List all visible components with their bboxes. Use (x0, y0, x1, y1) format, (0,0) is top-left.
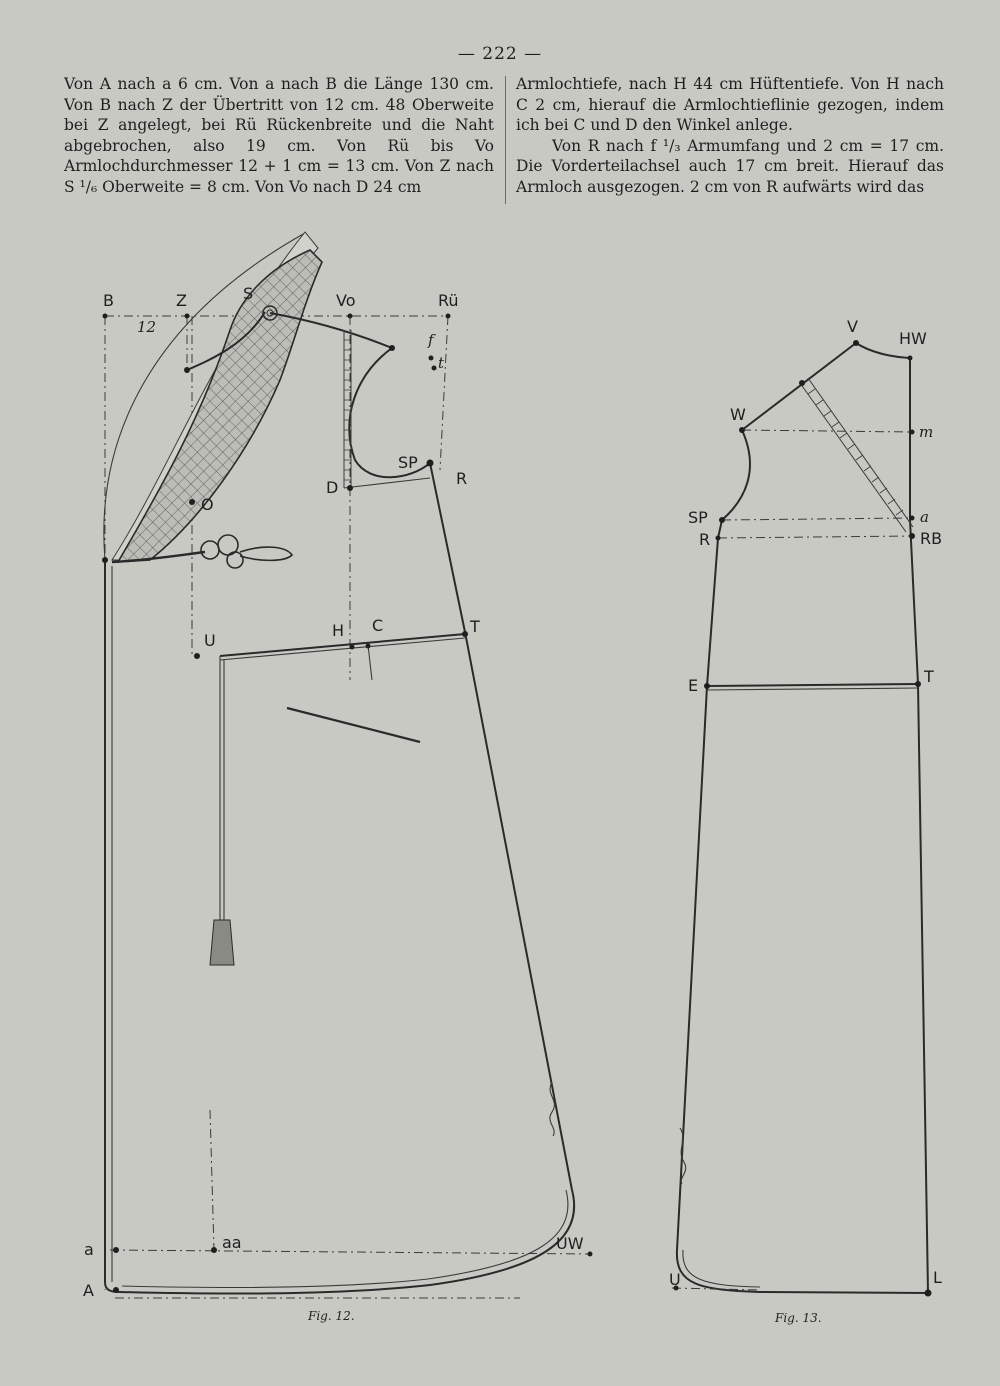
quilted-lapel (118, 250, 322, 562)
label-C: C (372, 616, 384, 635)
side-seam (430, 463, 572, 1190)
label-aa: aa (222, 1233, 242, 1252)
paragraph: Von A nach a 6 cm. Von a nach B die Länge 130 cm. Von B nach Z der Übertritt von 12 cm. 48 Oberweite bei Z angelegt, bei Rü Rückenbreite und die Naht abgebrochen, also 19 cm. Von Rü bis Vo Armlochdurchmesser 12 + 1 cm = 13 cm. Von Z nach S ¹/₆ Oberweite = 8 cm. Von Vo nach D 24 cm (64, 75, 494, 196)
label-T: T (924, 667, 934, 686)
label-a: a (84, 1240, 94, 1259)
figure-12 (83, 232, 593, 1323)
label-f: f (428, 331, 434, 349)
label-Vo: Vo (336, 291, 356, 310)
label-A: A (83, 1281, 94, 1300)
armhole-curve (722, 430, 750, 520)
center-back-line (910, 358, 928, 1293)
label-HW: HW (899, 329, 927, 348)
label-E: E (688, 676, 699, 695)
label-V: V (847, 317, 858, 336)
label-W: W (730, 405, 746, 424)
label-B: B (103, 291, 114, 310)
tassel-icon (210, 920, 234, 965)
label-SP: SP (398, 453, 418, 472)
hem-curve (120, 1190, 574, 1294)
label-Ru: Rü (438, 291, 459, 310)
tape-measure-icon (808, 389, 903, 515)
label-S: S (243, 284, 254, 303)
figure-13 (669, 317, 942, 1325)
cord (220, 656, 224, 920)
page-number: — 222 — (457, 44, 543, 64)
hem-curve (677, 1250, 928, 1293)
label-L: L (933, 1268, 942, 1287)
label-O: O (201, 495, 214, 514)
caption-fig-13: Fig. 13. (775, 1311, 822, 1325)
label-UW: UW (556, 1234, 584, 1253)
label-U: U (669, 1270, 681, 1289)
waist-line (707, 684, 918, 686)
label-t: t (438, 354, 445, 372)
label-a: a (920, 508, 929, 526)
caption-fig-12: Fig. 12. (308, 1309, 355, 1323)
label-H: H (332, 621, 345, 640)
paragraph: Von R nach f ¹/₃ Armumfang und 2 cm = 17 cm. Die Vorderteilachsel auch 17 cm breit. Hierauf das Armloch ausgezogen. 2 cm von R aufwärts wird das (516, 136, 944, 196)
label-Z: Z (176, 291, 187, 310)
shoulder-line (742, 343, 856, 430)
label-SP: SP (688, 508, 708, 527)
side-seam (677, 520, 722, 1250)
label-RB: RB (920, 529, 943, 548)
label-D: D (326, 478, 339, 497)
label-U: U (204, 631, 216, 650)
paragraph: Armlochtiefe, nach H 44 cm Hüftentiefe. Von H nach C 2 cm, hierauf die Armlochtieflinie gezogen, indem ich bei C und D den Winkel anlege. (516, 75, 944, 135)
pocket-dart (287, 708, 420, 742)
label-R: R (456, 469, 468, 488)
armhole-curve (349, 348, 430, 477)
label-m: m (919, 423, 934, 441)
label-R: R (699, 530, 711, 549)
label-T: T (470, 617, 480, 636)
label-measure-12: 12 (137, 318, 157, 336)
